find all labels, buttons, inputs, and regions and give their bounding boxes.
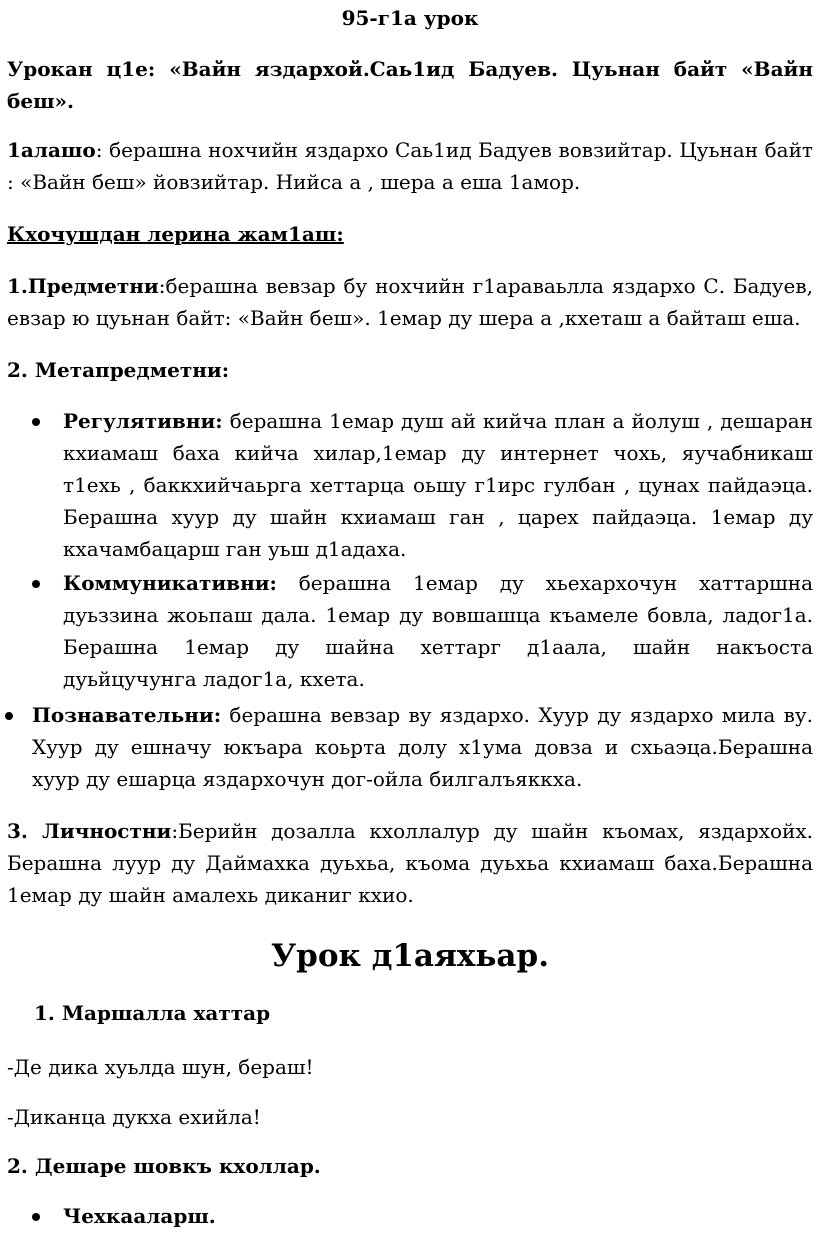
personal-label: 3. Личностни [7, 819, 172, 843]
topic-text: «Вайн яздархой.Саь1ид Бадуев. Цуьнан байт «Вайн беш». [7, 57, 814, 113]
bullet-label: Коммуникативни: [63, 571, 277, 595]
bullet-dot [32, 580, 40, 588]
greeting-line-1: -Де дика хуьлда шун, бераш! [7, 1055, 314, 1079]
bullet-tongue-twisters: Чехкааларш. [63, 1204, 216, 1228]
step-motivation: 2. Дешаре шовкъ кхоллар. [7, 1154, 321, 1178]
subject-text: :берашна вевзар бу нохчийн г1араваьлла яздархо С. Бадуев, евзар ю цуьнан байт: «Вайн беш». 1емар ду шера а ,кхеташ а байташ еша. [7, 274, 813, 330]
step-greeting: 1. Маршалла хаттар [34, 1001, 271, 1025]
lesson-goal [7, 134, 813, 198]
lesson-heading: Урок д1аяхьар. [271, 938, 549, 974]
personal-results [7, 815, 813, 911]
lesson-topic [7, 53, 813, 117]
goal-text: : берашна нохчийн яздархо Саь1ид Бадуев вовзийтар. Цуьнан байт : «Вайн беш» йовзийтар. Нийса а , шера а еша 1амор. [7, 138, 813, 194]
bullet-dot [32, 418, 40, 426]
bullet-dot [5, 712, 13, 720]
subject-label: 1.Предметни [7, 274, 159, 298]
bullet-dot [32, 1213, 40, 1221]
bullet-text: берашна 1емар ду хьехархочун хаттаршна дуьззина жоьпаш дала. 1емар ду вовшашца къамеле бовла, ладог1а. Берашна 1емар ду шайна хеттарг д1аала, шайн накъоста дуьйцучунга ладог1а, кхета. [63, 571, 813, 691]
goal-label: 1алашо [7, 138, 96, 162]
personal-text: :Берийн дозалла кхоллалур ду шайн къомах, яздархойх. Берашна луур ду Даймахка дуьхьа, къома дуьхьа кхиамаш баха.Берашна 1емар ду шайн амалехь диканиг кхио. [7, 819, 813, 907]
bullet-text: берашна вевзар ву яздархо. Хуур ду яздархо мила ву. Хуур ду ешначу юкъара коьрта долу х1ума довза и схьаэца.Берашна хуур ду ешарца яздархочун дог-ойла билгалъяккха. [32, 703, 813, 791]
bullet-cognitive [32, 699, 813, 795]
meta-heading: 2. Метапредметни: [7, 358, 230, 382]
greeting-line-2: -Диканца дукха ехийла! [7, 1105, 261, 1129]
lesson-number: 95-г1а урок [341, 6, 479, 30]
bullet-communicative [63, 567, 813, 695]
topic-label: Урокан ц1е: [7, 57, 156, 81]
bullet-regulative [63, 405, 813, 565]
bullet-text: берашна 1емар душ ай кийча план а йолуш , дешаран кхиамаш баха кийча хилар,1емар ду интернет чохь, яучабникаш т1ехь , баккхийчаьрга хеттарца оьшу г1ирс гулбан , цунах пайдаэца. Берашна хуур ду шайн кхиамаш ган , царех пайдаэца. 1емар ду кхачамбацарш ган уьш д1адаха. [63, 409, 813, 561]
bullet-label: Познавательни: [32, 703, 222, 727]
bullet-label: Регулятивни: [63, 409, 223, 433]
subject-results [7, 270, 813, 334]
results-heading: Кхочушдан лерина жам1аш: [7, 222, 344, 246]
